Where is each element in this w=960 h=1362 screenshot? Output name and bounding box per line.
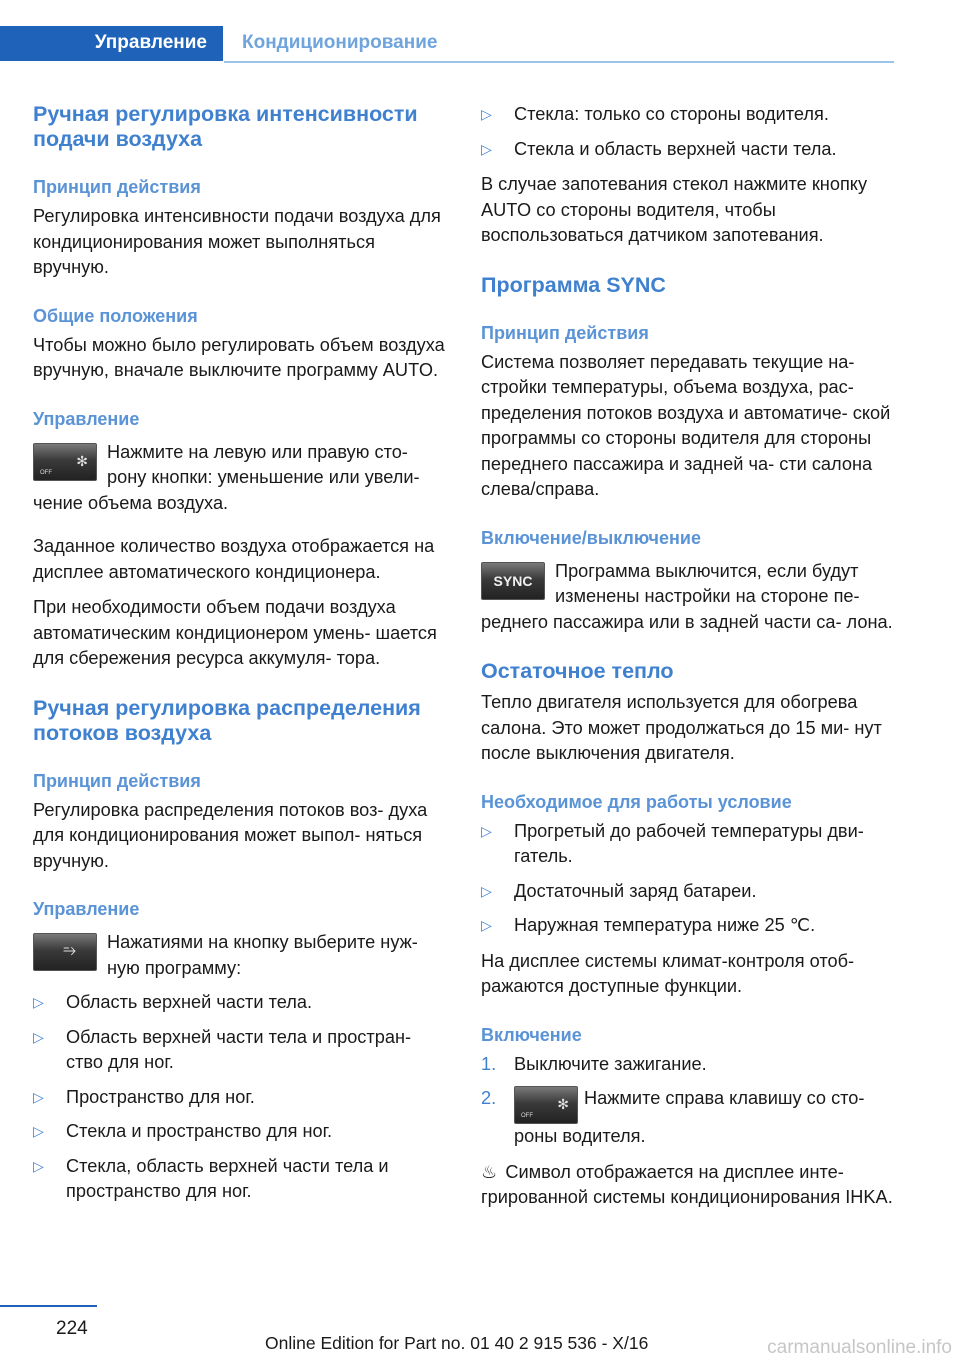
fan-button-image <box>514 1086 578 1124</box>
footer-rule <box>0 1305 97 1307</box>
triangle-icon: ▷ <box>33 994 44 1010</box>
subsection-title-principle: Принцип действия <box>33 177 201 197</box>
step-item: 1. Выключите зажигание. <box>481 1052 896 1078</box>
triangle-icon: ▷ <box>481 882 492 899</box>
step-number: 1. <box>481 1053 497 1074</box>
step-item: 2. OFF ✻ Нажмите справа клавишу со сто- роны водителя. <box>481 1088 865 1146</box>
off-label: OFF <box>40 469 52 476</box>
paragraph-fogging: В случае запотевания стекол нажмите кнопку AUTO со стороны водителя, чтобы воспользоваться датчиком запотевания. <box>481 174 868 245</box>
header-tab-active <box>0 26 223 61</box>
step-number: 2. <box>481 1088 497 1108</box>
air-distribution-icon: ⥱ <box>63 942 76 959</box>
paragraph-control: Нажмите на левую или правую сто- рону кнопки: уменьшение или увели- чение объема воздуха. <box>33 441 420 513</box>
heat-symbol-icon: ♨ <box>481 1161 498 1182</box>
watermark: carmanualsonline.info <box>767 1337 952 1358</box>
fan-button-image <box>33 443 97 481</box>
section-title-residual-heat: Остаточное тепло <box>481 659 674 683</box>
condition-list <box>481 819 896 939</box>
subsection-title-onoff: Включение/выключение <box>481 527 701 548</box>
header-tab-label: Кондиционирование <box>242 32 438 53</box>
paragraph-display: Заданное количество воздуха отображается на дисплее автоматического кондиционера. <box>33 536 435 582</box>
fan-icon: ✻ <box>76 452 88 469</box>
steps-list <box>481 1052 896 1150</box>
control-block-2 <box>33 930 448 981</box>
sync-button-image <box>481 562 545 600</box>
fan-icon: ✻ <box>557 1096 569 1112</box>
paragraph-general: Чтобы можно было регулировать объем воздуха вручную, вначале выключите программу AUTO. <box>33 334 445 380</box>
paragraph-principle-2: Регулировка распределения потоков воз- духа для кондиционирования может выпол- няться вручную. <box>33 799 428 871</box>
sync-block <box>481 559 896 636</box>
page-number: 224 <box>56 1318 88 1339</box>
distribution-list <box>33 990 448 1205</box>
paragraph-sync: Система позволяет передавать текущие на- стройки температуры, объема воздуха, рас- пределения потоков воздуха и автоматиче- ской программы со стороны водителя для стороны переднего пассажира и задней ча- сти салона слева/справа. <box>481 351 891 499</box>
subsection-title-general: Общие положения <box>33 305 198 326</box>
subsection-title-principle-3: Принцип действия <box>481 322 649 343</box>
subsection-title-condition: Необходимое для работы условие <box>481 791 792 812</box>
sync-label: SYNC <box>493 572 533 589</box>
triangle-icon: ▷ <box>33 1028 44 1045</box>
control-block <box>33 440 448 517</box>
list-item: ▷ Наружная температура ниже 25 ℃. <box>481 913 896 939</box>
edition-note: Online Edition for Part no. 01 40 2 915 536 - X/16 <box>265 1333 649 1353</box>
list-item: ▷ Стекла: только со стороны водителя. <box>481 102 896 128</box>
list-item: ▷ Стекла и область верхней части тела. <box>481 137 896 163</box>
header-tab <box>224 26 894 63</box>
paragraph-symbol: ♨ Символ отображается на дисплее инте- грированной системы кондиционирования IHKA. <box>481 1161 893 1207</box>
paragraph-control-2: Нажатиями на кнопку выберите нуж- ную программу: <box>107 932 418 978</box>
list-item: ▷ Прогретый до рабочей температуры дви- гатель. <box>481 820 864 866</box>
paragraph-battery: При необходимости объем подачи воздуха автоматическим кондиционером умень- шается для сбережения ресурса аккумуля- тора. <box>33 597 437 668</box>
triangle-icon: ▷ <box>481 822 492 839</box>
triangle-icon: ▷ <box>33 1123 44 1139</box>
section-title-airflow: Ручная регулировка интенсивности подачи воздуха <box>33 102 418 151</box>
right-column <box>481 102 896 1211</box>
list-item: ▷ Пространство для ног. <box>33 1085 448 1111</box>
triangle-icon: ▷ <box>481 140 492 157</box>
subsection-title-control-2: Управление <box>33 899 140 919</box>
list-item: ▷ Стекла, область верхней части тела и пространство для ног. <box>33 1155 389 1201</box>
paragraph-principle: Регулировка интенсивности подачи воздуха для кондиционирования может выполняться вручную. <box>33 206 441 277</box>
triangle-icon: ▷ <box>481 106 492 122</box>
list-item: ▷ Стекла и пространство для ног. <box>33 1119 448 1145</box>
list-item: ▷ Достаточный заряд батареи. <box>481 879 896 905</box>
list-item: ▷ Область верхней части тела. <box>33 990 448 1016</box>
subsection-title-control: Управление <box>33 408 140 429</box>
subsection-title-principle-2: Принцип действия <box>33 770 201 791</box>
left-column <box>33 102 448 1205</box>
section-title-sync: Программа SYNC <box>481 272 666 297</box>
paragraph-residual-heat: Тепло двигателя используется для обогрева салона. Это может продолжаться до 15 ми- нут после выключения двигателя. <box>481 692 882 763</box>
subsection-title-switch-on: Включение <box>481 1024 582 1045</box>
triangle-icon: ▷ <box>481 917 492 933</box>
paragraph-onoff: Программа выключится, если будут изменены настройки на стороне пе- реднего пассажира или в задней части са- лона. <box>481 560 893 632</box>
triangle-icon: ▷ <box>33 1088 44 1105</box>
paragraph-functions: На дисплее системы климат-контроля отоб- ражаются доступные функции. <box>481 950 855 996</box>
triangle-icon: ▷ <box>33 1157 44 1174</box>
distribution-button-image <box>33 933 97 971</box>
section-title-distribution: Ручная регулировка распределения потоков воздуха <box>33 695 421 745</box>
header-tab-active-label: Управление <box>94 32 207 53</box>
list-item: ▷ Область верхней части тела и простран- ство для ног. <box>33 1026 412 1072</box>
windows-list <box>481 102 896 162</box>
off-label: OFF <box>521 1113 533 1119</box>
